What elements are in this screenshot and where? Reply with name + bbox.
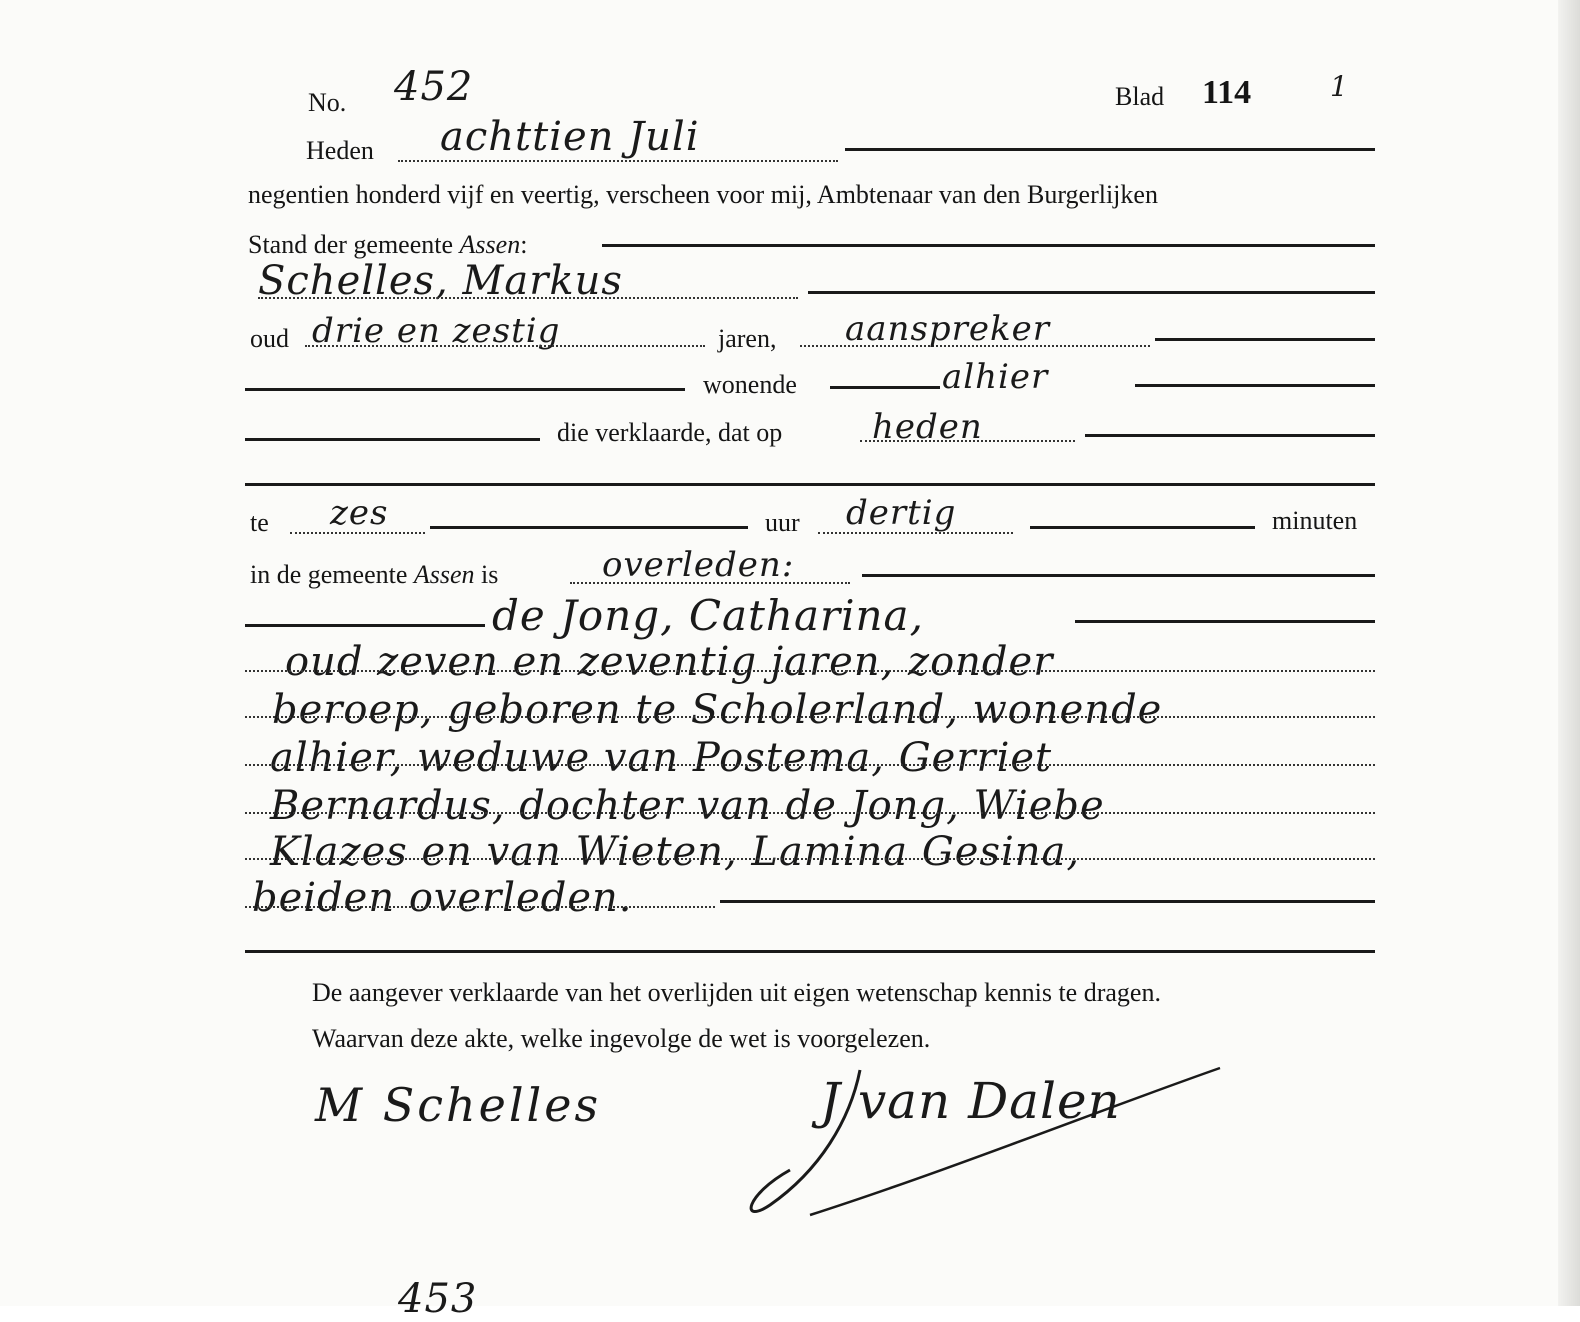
age-value: drie en zestig	[312, 311, 561, 351]
heden-value: achttien Juli	[440, 114, 700, 160]
number-label: No.	[308, 88, 347, 117]
deceased-line-3: beroep, geboren te Scholerland, wonende	[272, 687, 1163, 733]
closing-line-2: Waarvan deze akte, welke ingevolge de wet is voorgelezen.	[312, 1024, 931, 1053]
wonende-label: wonende	[703, 370, 797, 399]
deceased-line-4: alhier, weduwe van Postema, Gerriet	[270, 735, 1053, 781]
page-label: Blad	[1115, 82, 1165, 111]
heden-label: Heden	[306, 136, 374, 165]
deceased-line-6: Klazes en van Wieten, Lamina Gesina,	[270, 829, 1081, 875]
deceased-line-2: oud zeven en zeventig jaren, zonder	[285, 639, 1054, 685]
declarant-signature: M Schelles	[315, 1078, 602, 1132]
declarant-name: Schelles, Markus	[258, 258, 623, 304]
page-mark: 1	[1330, 70, 1349, 103]
hour-value: zes	[330, 493, 389, 533]
oud-label: oud	[250, 324, 289, 353]
date-value: heden	[872, 407, 983, 447]
official-signature: J van Dalen	[820, 1072, 1121, 1130]
minuten-label: minuten	[1272, 506, 1358, 535]
occupation-value: aanspreker	[845, 309, 1051, 349]
closing-line-1: De aangever verklaarde van het overlijden uit eigen wetenschap kennis te dragen.	[312, 978, 1161, 1007]
stand-line: Stand der gemeente Assen:	[248, 230, 528, 259]
deceased-line-1: de Jong, Catharina,	[492, 591, 924, 640]
jaren-label: jaren,	[718, 324, 777, 353]
page-edge-shadow	[1558, 0, 1580, 1306]
minutes-value: dertig	[846, 493, 957, 533]
page-number: 114	[1202, 74, 1252, 111]
te-label: te	[250, 508, 269, 537]
record-number: 452	[394, 64, 474, 110]
deceased-line-5: Bernardus, dochter van de Jong, Wiebe	[270, 783, 1105, 829]
uur-label: uur	[765, 508, 800, 537]
death-place-line: in de gemeente Assen is	[250, 560, 499, 589]
intro-line: negentien honderd vijf en veertig, verscheen voor mij, Ambtenaar van den Burgerlijken	[248, 180, 1158, 209]
residence-value: alhier	[942, 357, 1049, 397]
verklaarde-label: die verklaarde, dat op	[557, 418, 783, 447]
next-record-number: 453	[398, 1276, 478, 1322]
overleden-value: overleden:	[602, 545, 795, 585]
deceased-line-7: beiden overleden.	[252, 875, 633, 921]
